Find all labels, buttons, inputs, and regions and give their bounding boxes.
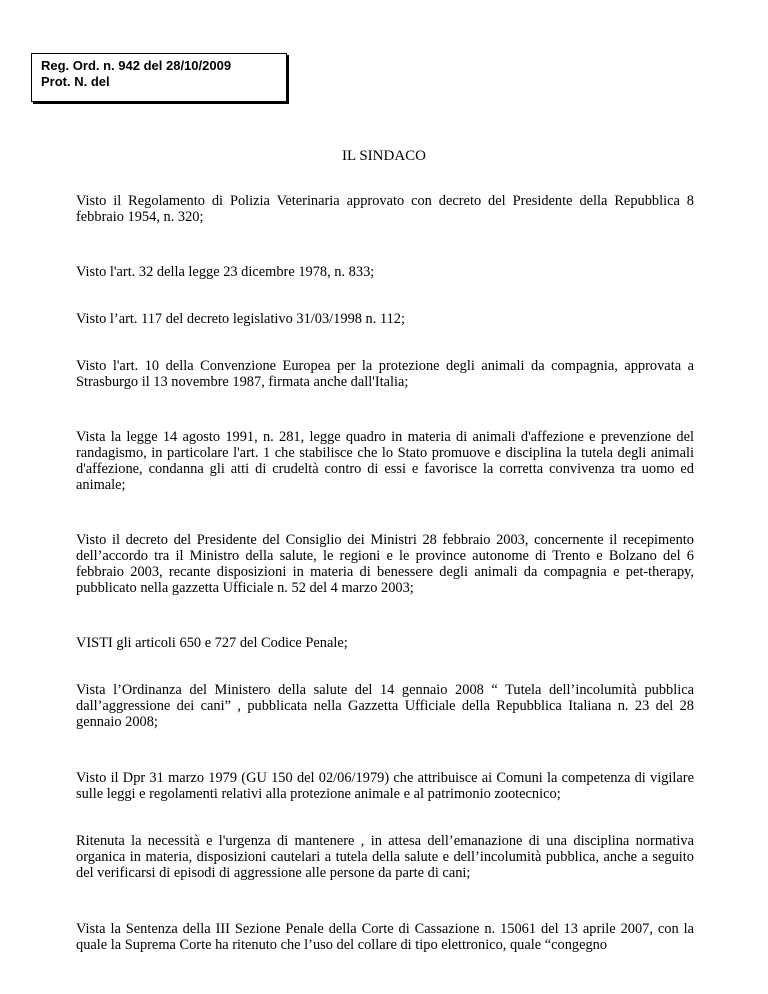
registration-number: Reg. Ord. n. 942 del 28/10/2009 — [41, 58, 232, 73]
paragraph-dpr-1979: Visto il Dpr 31 marzo 1979 (GU 150 del 02/06/1979) che attribuisce ai Comuni la competenza di vigilare sulle leggi e regolamenti relativi alla protezione animale e al patrimonio zootecnico; — [76, 770, 694, 802]
paragraph-regolamento: Visto il Regolamento di Polizia Veterinaria approvato con decreto del Presidente della Repubblica 8 febbraio 1954, n. 320; — [76, 193, 694, 225]
protocol-number: Prot. N. del — [41, 74, 110, 89]
paragraph-legge-281: Vista la legge 14 agosto 1991, n. 281, legge quadro in materia di animali d'affezione e prevenzione del randagismo, in particolare l'art. 1 che stabilisce che lo Stato promuove e disciplina la tutela degli animali d'affezione, condanna gli atti di crudeltà contro di essi e favorisce la corretta convivenza tra uomo ed animale; — [76, 429, 694, 493]
paragraph-codice-penale: VISTI gli articoli 650 e 727 del Codice Penale; — [76, 635, 348, 651]
paragraph-ordinanza-2008: Vista l’Ordinanza del Ministero della salute del 14 gennaio 2008 “ Tutela dell’incolumità pubblica dall’aggressione dei cani” , pubblicata nella Gazzetta Ufficiale della Repubblica Italiana n. 23 del 28 gennaio 2008; — [76, 682, 694, 730]
paragraph-legge-833: Visto l'art. 32 della legge 23 dicembre 1978, n. 833; — [76, 264, 375, 280]
paragraph-necessita-urgenza: Ritenuta la necessità e l'urgenza di mantenere , in attesa dell’emanazione di una disciplina normativa organica in materia, disposizioni cautelari a tutela della salute e dell’incolumità pubblica, anche a seguito del verificarsi di episodi di aggressione alle persone da parte di cani; — [76, 833, 694, 881]
paragraph-dpcm-2003: Visto il decreto del Presidente del Consiglio dei Ministri 28 febbraio 2003, concernente il recepimento dell’accordo tra il Ministro della salute, le regioni e le province autonome di Trento e Bolzano del 6 febbraio 2003, recante disposizioni in materia di benessere degli animali da compagnia e pet-therapy, pubblicato nella gazzetta Ufficiale n. 52 del 4 marzo 2003; — [76, 532, 694, 596]
registration-box — [31, 53, 287, 102]
document-title: IL SINDACO — [341, 148, 427, 164]
paragraph-convenzione-europea: Visto l'art. 10 della Convenzione Europea per la protezione degli animali da compagnia, approvata a Strasburgo il 13 novembre 1987, firmata anche dall'Italia; — [76, 358, 694, 390]
paragraph-sentenza-cassazione: Vista la Sentenza della III Sezione Penale della Corte di Cassazione n. 15061 del 13 aprile 2007, con la quale la Suprema Corte ha ritenuto che l’uso del collare di tipo elettronico, quale “congegno — [76, 921, 694, 953]
paragraph-dlgs-112: Visto l’art. 117 del decreto legislativo 31/03/1998 n. 112; — [76, 311, 405, 327]
